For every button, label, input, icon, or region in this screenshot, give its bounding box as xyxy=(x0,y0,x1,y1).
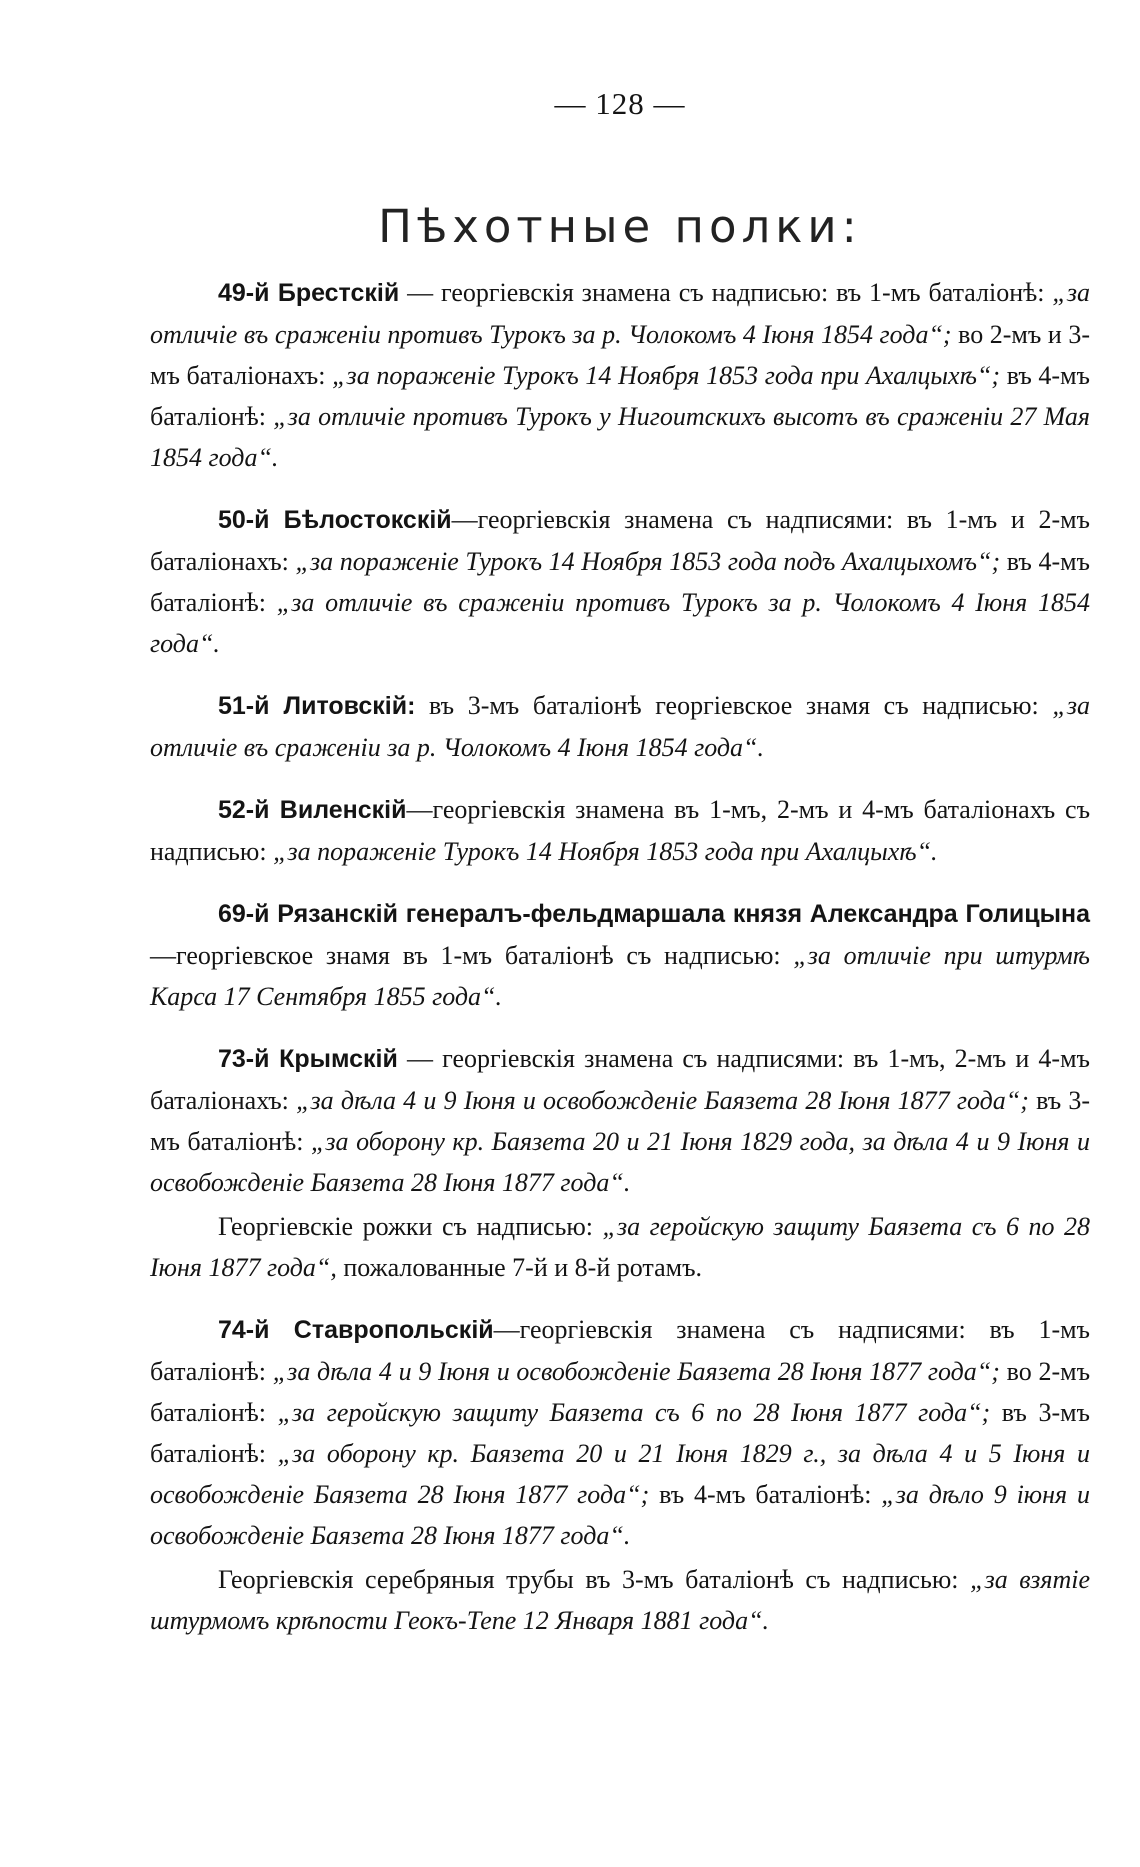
entry-text: —георгіевскія знамена съ надписями: въ 1-мъ баталіонѣ: xyxy=(150,1315,1090,1386)
entry-text: Георгіевскіе рожки съ надписью: xyxy=(218,1212,603,1241)
entry-text: —георгіевскія знамена въ 1-мъ, 2-мъ и 4-мъ баталіонахъ съ надписью: xyxy=(150,795,1091,866)
entry-text: —георгіевское знамя въ 1-мъ баталіонѣ съ надписью: xyxy=(150,941,794,970)
entry-49-brest xyxy=(150,272,1090,478)
entry-text: во 2-мъ и 3-мъ баталіонахъ: xyxy=(150,320,1090,390)
entry-text: — георгіевскія знамена съ надписью: въ 1-мъ баталіонѣ: xyxy=(399,278,1053,307)
regiment-name: 73-й Крымскій xyxy=(218,1045,398,1073)
entry-text: въ 4-мъ баталіонѣ: xyxy=(150,547,1090,617)
entry-74-trumpets xyxy=(150,1559,1090,1641)
inscription-quote: „за пораженіе Турокъ 14 Ноября 1853 года подъ Ахалцыхомъ“; xyxy=(295,547,1001,576)
regiment-name: 51-й Литовскій: xyxy=(218,692,416,720)
inscription-quote: „за отличіе въ сраженіи противъ Турокъ за р. Чолокомъ 4 Іюня 1854 года“. xyxy=(150,588,1090,658)
entry-51-lithuania xyxy=(150,685,1090,768)
entry-text: во 2-мъ баталіонѣ: xyxy=(150,1357,1091,1427)
inscription-quote: „за взятіе штурмомъ крѣпости Геокъ-Тепе 12 Января 1881 года“. xyxy=(150,1565,1090,1635)
section-title: Пѣхотные полки: xyxy=(378,200,862,253)
inscription-quote: „за дѣла 4 и 9 Іюня и освобожденіе Баязета 28 Іюня 1877 года“; xyxy=(296,1086,1029,1115)
entry-text: —георгіевскія знамена съ надписями: въ 1-мъ и 2-мъ баталіонахъ: xyxy=(150,505,1090,576)
entry-69-ryazan xyxy=(150,893,1090,1017)
regiment-name: 52-й Виленскій xyxy=(218,796,407,824)
entry-text: — георгіевскія знамена съ надписями: въ 1-мъ, 2-мъ и 4-мъ баталіонахъ: xyxy=(150,1044,1090,1115)
inscription-quote: „за дѣла 4 и 9 Іюня и освобожденіе Баязета 28 Іюня 1877 года“; xyxy=(272,1357,1000,1386)
inscription-quote: „за геройскую защиту Баязета съ 6 по 28 Іюня 1877 года“; xyxy=(277,1398,991,1427)
entry-text: Георгіевскія серебряныя трубы въ 3-мъ баталіонѣ съ надписью: xyxy=(218,1565,971,1594)
entry-50-belostok xyxy=(150,499,1090,664)
regiment-name: 69-й Рязанскій генералъ-фельдмаршала князя Александра Голицына xyxy=(218,900,1090,928)
entry-73-crimea xyxy=(150,1038,1090,1203)
entry-text: пожалованные 7-й и 8-й ротамъ. xyxy=(336,1253,703,1282)
entry-text: въ 3-мъ баталіонѣ: xyxy=(150,1398,1090,1468)
inscription-quote: „за оборону кр. Баязета 20 и 21 Іюня 1829 г., за дѣла 4 и 5 Іюня и освобожденіе Баязета 28 Іюня 1877 года“; xyxy=(150,1439,1091,1509)
inscription-quote: „за отличіе въ сраженіи противъ Турокъ за р. Чолокомъ 4 Іюня 1854 года“; xyxy=(150,278,1091,349)
regiment-list xyxy=(150,272,1090,1662)
regiment-name: 49-й Брестскій xyxy=(218,279,400,307)
inscription-quote: „за пораженіе Турокъ 14 Ноября 1853 года при Ахалцыхѣ“. xyxy=(273,837,938,866)
entry-73-horns xyxy=(150,1206,1090,1288)
entry-74-stavropol xyxy=(150,1309,1090,1556)
entry-text: въ 3-мъ баталіонѣ: xyxy=(150,1086,1091,1156)
regiment-name: 74-й Ставропольскій xyxy=(218,1316,494,1344)
entry-52-vilna xyxy=(150,789,1090,872)
inscription-quote: „за пораженіе Турокъ 14 Ноября 1853 года при Ахалцыхѣ“; xyxy=(332,361,1001,390)
regiment-name: 50-й Бѣлостокскій xyxy=(218,506,452,534)
inscription-quote: „за отличіе противъ Турокъ у Нигоитскихъ высотъ въ сраженіи 27 Мая 1854 года“. xyxy=(150,402,1090,472)
inscription-quote: „за отличіе при штурмѣ Карса 17 Сентября 1855 года“. xyxy=(150,941,1090,1011)
entry-text: въ 4-мъ баталіонѣ: xyxy=(649,1480,882,1509)
inscription-quote: „за геройскую защиту Баязета съ 6 по 28 Іюня 1877 года“, xyxy=(150,1212,1090,1282)
entry-text: въ 4-мъ баталіонѣ: xyxy=(150,361,1090,431)
inscription-quote: „за дѣло 9 іюня и освобожденіе Баязета 28 Іюня 1877 года“. xyxy=(150,1480,1090,1550)
page-number: — 128 — xyxy=(554,86,686,121)
inscription-quote: „за отличіе въ сраженіи за р. Чолокомъ 4 Іюня 1854 года“. xyxy=(150,691,1090,762)
inscription-quote: „за оборону кр. Баязета 20 и 21 Іюня 1829 года, за дѣла 4 и 9 Іюня и освобожденіе Баязета 28 Іюня 1877 года“. xyxy=(150,1127,1090,1197)
entry-text: въ 3-мъ баталіонѣ георгіевское знамя съ надписью: xyxy=(415,691,1053,720)
